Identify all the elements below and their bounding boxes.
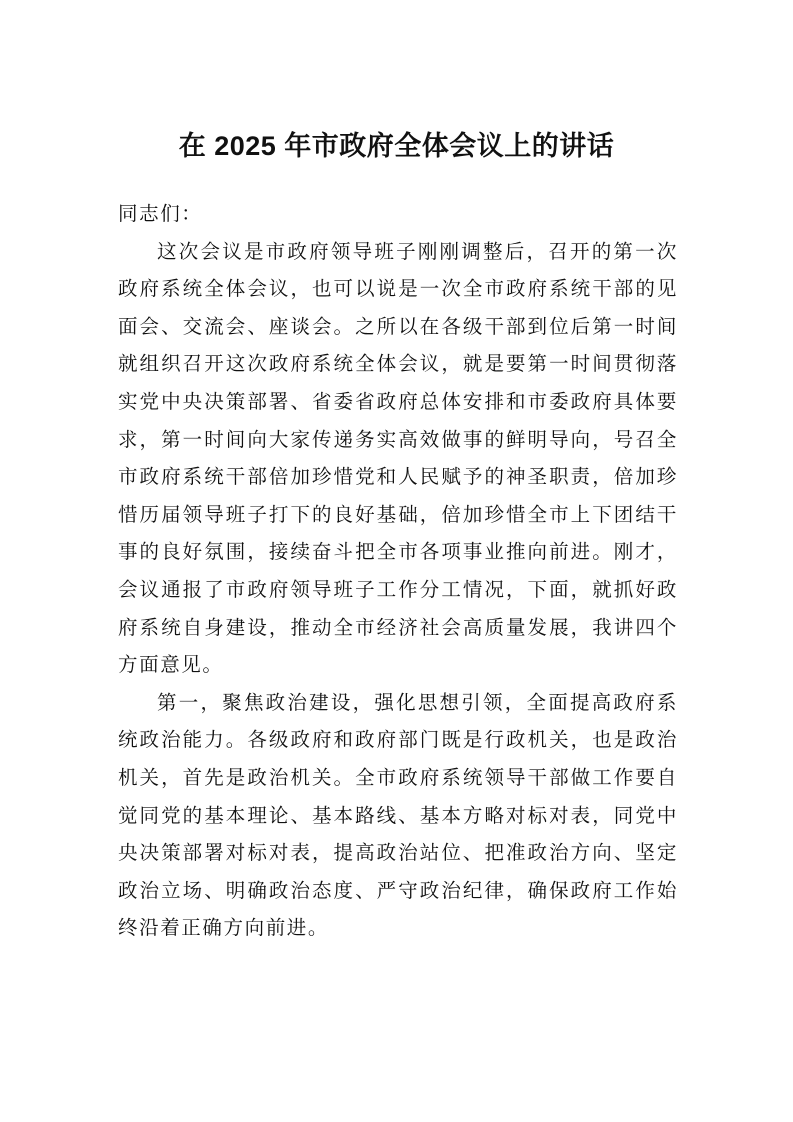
paragraph-point-one: 第一，聚焦政治建设，强化思想引领，全面提高政府系统政治能力。各级政府和政府部门既是行政机关，也是政治机关，首先是政治机关。全市政府系统领导干部做工作要自觉同党的基本理论、基本路线、基本方略对标对表，同党中央决策部署对标对表，提高政治站位、把准政治方向、坚定政治立场、明确政治态度、严守政治纪律，确保政府工作始终沿着正确方向前进。 bbox=[118, 690, 678, 940]
document-body bbox=[118, 195, 678, 947]
document-title: 在 2025 年市政府全体会议上的讲话 bbox=[178, 131, 615, 161]
salutation: 同志们： bbox=[118, 202, 203, 225]
paragraph-opening: 这次会议是市政府领导班子刚刚调整后，召开的第一次政府系统全体会议，也可以说是一次全市政府系统干部的见面会、交流会、座谈会。之所以在各级干部到位后第一时间就组织召开这次政府系统全体会议，就是要第一时间贯彻落实党中央决策部署、省委省政府总体安排和市委政府具体要求，第一时间向大家传递务实高效做事的鲜明导向，号召全市政府系统干部倍加珍惜党和人民赋予的神圣职责，倍加珍惜历届领导班子打下的良好基础，倍加珍惜全市上下团结干事的良好氛围，接续奋斗把全市各项事业推向前进。刚才，会议通报了市政府领导班子工作分工情况，下面，就抓好政府系统自身建设，推动全市经济社会高质量发展，我讲四个方面意见。 bbox=[118, 239, 678, 677]
